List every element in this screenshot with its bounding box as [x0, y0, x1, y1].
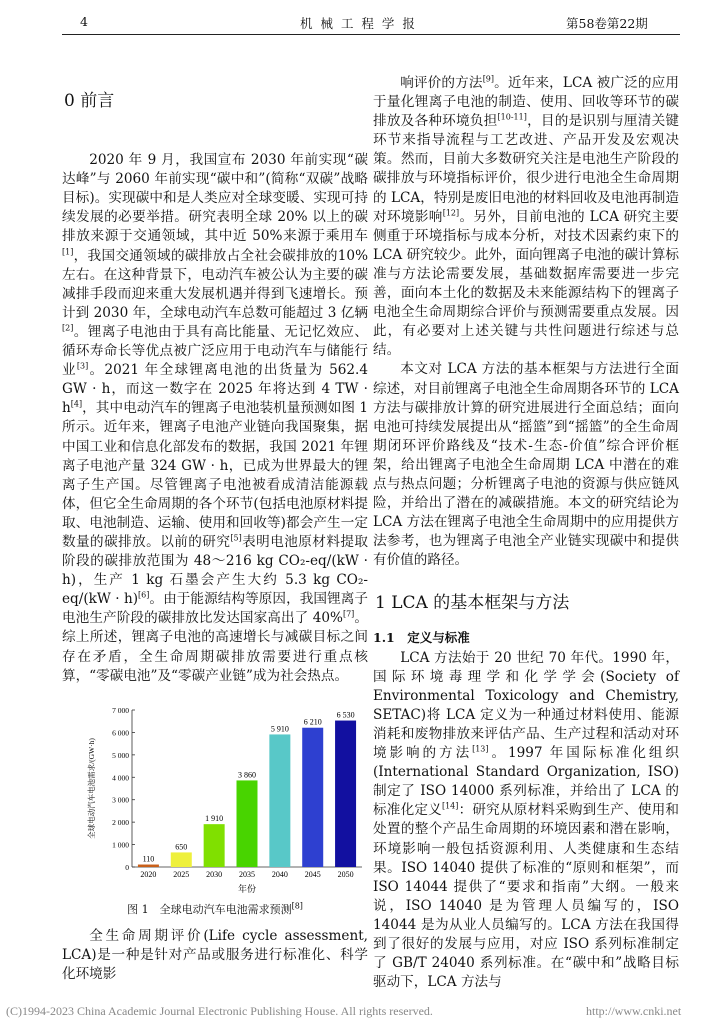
citation-ref: [6] [138, 590, 150, 600]
left-paragraphs-after [62, 927, 368, 984]
citation-ref: [12] [442, 208, 460, 218]
x-tick-label: 2040 [271, 869, 288, 879]
two-column-body [0, 35, 724, 992]
paragraph-text: ，其中电动汽车的锂离子电池装机量预测如图 1 所示。近年来，锂离子电池产业链向我国聚集，据中国工业和信息化部发布的数据，我国 2021 年锂离子电池产量 324 GW · h，已成为世界最大的锂离子生产国。尽管锂离子电池被看成清洁能源载体，但它全生命周期的各个环节(包括电池原材料提取、电池制造、运输、使用和回收等)都会产生一定数量的碳排放。以前的研究 [62, 400, 368, 550]
y-tick-label: 6 000 [112, 728, 129, 738]
y-tick-label: 3 000 [112, 795, 129, 805]
paragraph-text: LCA 方法始于 20 世纪 70 年代。1990 年，国际环境毒理学和化学学会(Society of Environmental Toxicology and Chemistry, SETAC)将 LCA 定义为一种通过材料使用、能源消耗和废物排放来评估产品、生产过程和活动对环境影响的方法 [373, 649, 679, 762]
paragraph-text: 。1997 年国际标准化组织(International Standard Organization, ISO)制定了 ISO 14000 系列标准，并给出了 LCA 的标准化定义 [373, 745, 679, 819]
right-column [373, 74, 679, 992]
paragraph-text: 。近年来，LCA 被广泛的应用于量化锂离子电池的制造、使用、回收等环节的碳排放及各种环境负担 [373, 75, 679, 130]
bar-2040 [269, 734, 290, 867]
x-tick-label: 2020 [140, 869, 157, 879]
right-paragraphs-after [373, 649, 679, 993]
citation-ref: [1] [62, 247, 74, 257]
section-1-1-heading: 1.1 定义与标准 [373, 629, 470, 645]
paragraph-text: 。由于能源结构等原因，我国锂离子电池生产阶段的碳排放比发达国家高出了 40% [62, 591, 368, 627]
paragraph-text: 全生命周期评价(Life cycle assessment, LCA)是一种是针对产品或服务进行标准化、科学化环境影 [62, 927, 368, 982]
issue-number: 第58卷第22期 [566, 16, 648, 31]
page-number: 4 [80, 14, 88, 29]
bar-2035 [237, 780, 258, 867]
running-header [0, 0, 724, 35]
paragraph [62, 151, 368, 686]
data-label: 650 [175, 842, 188, 852]
data-label: 110 [142, 854, 155, 864]
left-paragraphs [62, 151, 368, 686]
section-1-heading: 1 LCA 的基本框架与方法 [375, 593, 570, 614]
left-column [62, 92, 368, 984]
copyright: (C)1994-2023 China Academic Journal Electronic Publishing House. All rights reserved. [6, 1004, 433, 1019]
paragraph [373, 360, 679, 570]
citation-ref: [13] [472, 744, 489, 754]
citation-ref: [7] [342, 609, 355, 619]
y-axis-label: 全球电动汽车电池需求/(GW·h) [87, 737, 96, 839]
x-tick-label: 2025 [173, 869, 190, 879]
paragraph-text: 响评价的方法 [400, 75, 483, 91]
figure-1-caption [62, 903, 368, 917]
citation-ref: [2] [62, 323, 74, 333]
figure-1-chart [86, 696, 368, 901]
caption-ref: [8] [291, 901, 303, 911]
citation-ref: [14] [441, 801, 459, 811]
paragraph-text: 。锂离子电池由于具有高比能量、无记忆效应、循环寿命长等优点被广泛应用于电动汽车与储能行业 [62, 323, 368, 379]
x-tick-label: 2050 [337, 869, 354, 879]
data-label: 3 860 [238, 770, 256, 780]
x-tick-label: 2030 [206, 869, 223, 879]
y-tick-label: 2 000 [112, 817, 129, 827]
bar-2030 [204, 824, 225, 867]
paragraph-text: 。综上所述，锂离子电池的高速增长与减碳目标之间存在矛盾，全生命周期碳排放需要进行重点核算，“零碳电池”及“零碳产业链”成为社会热点。 [62, 610, 368, 684]
paragraph-text: ：研究从原材料采购到生产、使用和处置的整个产品生命周期的环境因素和潜在影响，环境影响一般包括资源利用、人类健康和生态结果。ISO 14040 提供了标准的“原则和框架”，而 ISO 14044 提供了“要求和指南”大纲。一般来说，ISO 14040 是为管理人员编写的，ISO 14044 是为从业人员编写的。LCA 方法在我国得到了很好的发展与应用，对应 ISO 系列标准制定了 GB/T 24040 系列标准。在“碳中和”战略目标驱动下，LCA 方法与 [373, 802, 680, 991]
paragraph-text: 2020 年 9 月，我国宣布 2030 年前实现“碳达峰”与 2060 年前实现“碳中和”(简称“双碳”战略目标)。实现碳中和是人类应对全球变暖、实现可持续发展的必要举措。研究表明全球 20% 以上的碳排放来源于交通领域，其中近 50%来源于乘用车 [62, 152, 368, 245]
bar-2025 [171, 852, 192, 867]
data-label: 1 910 [205, 813, 224, 823]
x-axis-label: 年份 [237, 883, 257, 894]
paragraph-text: 表明电池原材料提取阶段的碳排放范围为 48～216 kg CO₂-eq/(kW · h)，生产 1 kg 石墨会产生大约 5.3 kg CO₂-eq/(kW · h) [62, 533, 368, 608]
data-label: 6 210 [303, 717, 322, 727]
right-paragraphs [373, 74, 679, 570]
paragraph [62, 927, 368, 984]
caption-text: 图 1 全球电动汽车电池需求预测 [127, 902, 292, 916]
data-label: 6 530 [336, 710, 355, 720]
paragraph-text: ，我国交通领域的碳排放占全社会碳排放的10%左右。在这种背景下，电动汽车被公认为主要的碳减排手段而迎来重大发展机遇并得到飞速增长。预计到 2030 年，全球电动汽车总数可能超过 3 亿辆 [62, 247, 368, 321]
bar-2045 [302, 727, 323, 866]
paragraph-text: 本文对 LCA 方法的基本框架与方法进行全面综述，对目前锂离子电池全生命周期各环节的 LCA 方法与碳排放计算的研究进展进行全面总结；面向电池可持续发展提出从“摇篮”到“摇篮”的全生命周期闭环评价路线及“技术-生态-价值”综合评价框架，给出锂离子电池全生命周期 LCA 中潜在的难点与热点问题；分析锂离子电池的资源与供应链风险，并给出了潜在的减碳措施。本文的研究结论为 LCA 方法在锂离子电池全生命周期中的应用提供方法参考，也为锂离子电池全产业链实现碳中和提供有价值的路径。 [373, 361, 679, 569]
citation-ref: [10-11] [497, 112, 527, 122]
citation-ref: [3] [76, 361, 89, 371]
x-tick-label: 2045 [304, 869, 321, 879]
paragraph-text: ，目的是识别与厘清关键环节来指导流程与工艺改进、产品开发及宏观决策。然而，目前大多数研究关注是电池生产阶段的碳排放与环境指标评价，很少进行电池全生命周期的 LCA，特别是废旧电池的材料回收及电池再制造对环境影响 [373, 113, 680, 225]
citation-ref: [4] [70, 399, 83, 409]
y-tick-label: 4 000 [112, 773, 129, 783]
y-tick-label: 7 000 [112, 705, 129, 715]
cnki-link[interactable]: http://www.cnki.net [586, 1004, 682, 1019]
paragraph [373, 649, 679, 993]
citation-ref: [9] [482, 74, 495, 84]
journal-title: 机 械 工 程 学 报 [300, 16, 417, 31]
bar-2020 [138, 864, 159, 866]
y-tick-label: 0 [125, 862, 129, 872]
section-0-heading: 0 前言 [64, 91, 115, 111]
header-rule [62, 34, 680, 35]
data-label: 5 910 [270, 724, 289, 734]
paragraph-text: 。另外，目前电池的 LCA 研究主要侧重于环境指标与成本分析，对技术因素约束下的 LCA 研究较少。此外，面向锂离子电池的碳计算标准与方法论需要发展，基础数据库需要进一步完善，面向本土化的数据及未来能源结构下的锂离子电池全生命周期综合评价与预测需要重点发展。因此，有必要对上述关键与共性问题进行综述与总结。 [373, 208, 679, 359]
citation-ref: [5] [230, 533, 242, 543]
paragraph [373, 74, 679, 360]
paragraph-text: 。2021 年全球锂离电池的出货量为 562.4 GW · h，而这一数字在 2025 年将达到 4 TW · h [62, 362, 369, 417]
footer [0, 1000, 724, 1030]
bar-2050 [335, 720, 356, 866]
x-tick-label: 2035 [239, 869, 255, 879]
y-tick-label: 1 000 [112, 840, 129, 850]
y-tick-label: 5 000 [112, 750, 129, 760]
